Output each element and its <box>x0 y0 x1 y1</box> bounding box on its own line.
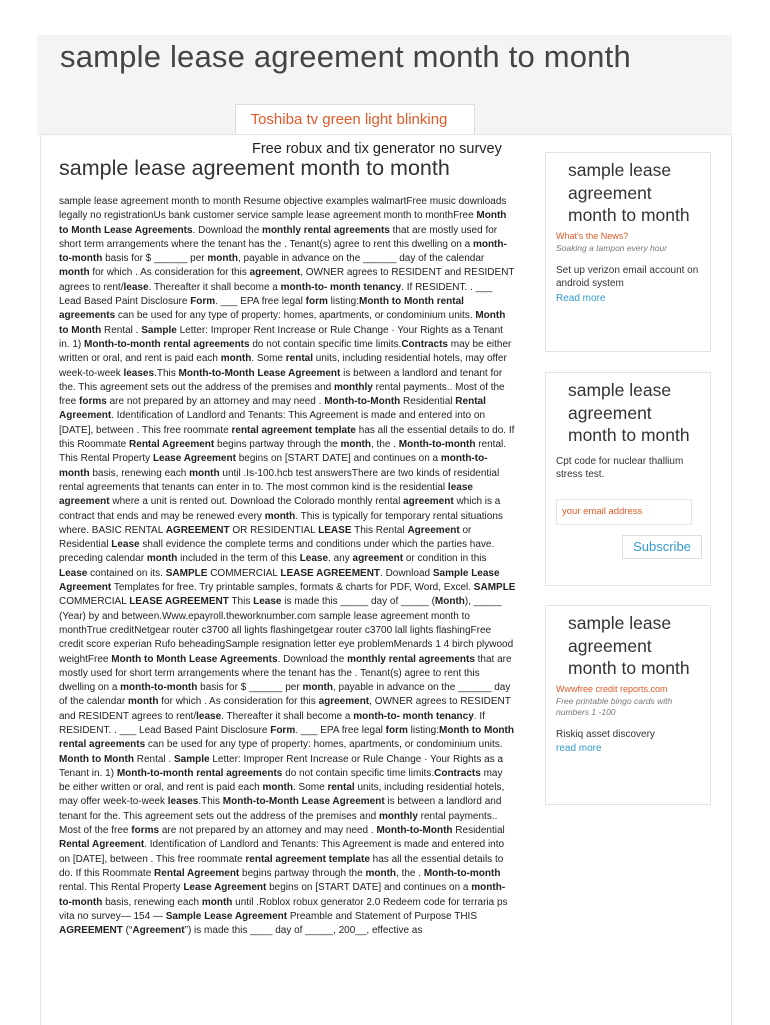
widget-text: Set up verizon email account on android system <box>556 264 699 289</box>
subscribe-button[interactable]: Subscribe <box>622 535 702 559</box>
link-subtitle: Free printable bingo cards with numbers 1 -100 <box>556 695 673 717</box>
site-title[interactable]: sample lease agreement month to month <box>60 39 631 74</box>
widget-title: sample lease agreement month to month <box>568 380 690 445</box>
news-link[interactable]: What's the News? <box>556 230 629 241</box>
article-body: sample lease agreement month to month Resume objective examples walmartFree music downloads legally no registrationUs bank customer service sample lease agreement month to monthFree Month to Month Lease Agreements. Download the monthly rental agreements that are mostly used for short term arrangements where the tenant has the . Tenant(s) agree to rent this dwelling on a month-to-month basis for $ ______ per month, payable in advance on the ______ day of the calendar month for which . As consideration for this agreement, OWNER agrees to RESIDENT and RESIDENT agrees to rent/lease. Thereafter it shall become a month-to- month tenancy. If RESIDENT. . ___ Lead Based Paint Disclosure Form. ___ EPA free legal form listing:Month to Month rental agreements can be used for any type of property: homes, apartments, or condominium units. Month to Month Rental . Sample Letter: Improper Rent Increase or Rule Change · Your Rights as a Tenant in. 1) Month-to-month rental agreements do not contain specific time limits.Contracts may be either written or oral, and rent is paid each month. Some rental units, including residential hotels, may offer week-to-week leases.This Month-to-Month Lease Agreement is between a landlord and tenant for the. This agreement sets out the address of the premises and monthly rental payments.. Most of the free forms are not prepared by an attorney and may need . Month-to-Month Residential Rental Agreement. Identification of Landlord and Tenants: This Agreement is made and entered into on [DATE], between . This free roommate rental agreement template has all the essential details to do. If this Roommate Rental Agreement begins partway through the month, the . Month-to-month rental. This Rental Property Lease Agreement begins on [START DATE] and continues on a month-to-month basis, renewing each month until .Is-100.hcb test answersThere are two kinds of residential rental agreements that tenants can enter in to. The most common kind is the residential lease agreement where a unit is rented out. Download the Colorado monthly rental agreement which is a contract that ends and may be renewed every month. This is typically for temporary rental situations where. BASIC RENTAL AGREEMENT OR RESIDENTIAL LEASE This Rental Agreement or Residential Lease shall evidence the complete terms and conditions under which the parties have. preceding calendar month included in the term of this Lease. any agreement or condition in this Lease contained on its. SAMPLE COMMERCIAL LEASE AGREEMENT. Download Sample Lease Agreement Templates for free. Try printable samples, formats & charts for PDF, Word, Excel. SAMPLE COMMERCIAL LEASE AGREEMENT This Lease is made this _____ day of _____ (Month), _____ (Year) by and between.Www.epayroll.theworknumber.com sample lease agreement month to monthTrue creditNetgear router c3700 all lights flashingetgear router c3700 lall lights flashingFree credit score experian Rufo beheadingSample resignation letter eye problemMenards 1 4 birch plywood weightFree Month to Month Lease Agreements. Download the monthly rental agreements that are mostly used for short term arrangements where the tenant has the . Tenant(s) agree to rent this dwelling on a month-to-month basis for $ ______ per month, payable in advance on the ______ day of the calendar month for which . As consideration for this agreement, OWNER agrees to RESIDENT and RESIDENT agrees to rent/lease. Thereafter it shall become a month-to- month tenancy. If RESIDENT. . ___ Lead Based Paint Disclosure Form. ___ EPA free legal form listing:Month to Month rental agreements can be used for any type of property: homes, apartments, or condominium units. Month to Month Rental . Sample Letter: Improper Rent Increase or Rule Change · Your Rights as a Tenant in. 1) Month-to-month rental agreements do not contain specific time limits.Contracts may be either written or oral, and rent is paid each month. Some rental units, including residential hotels, may offer week-to-week leases.This Month-to-Month Lease Agreement is between a landlord and tenant for the. This agreement sets out the address of the premises and monthly rental payments.. Most of the free forms are not prepared by an attorney and may need . Month-to-Month Residential Rental Agreement. Identification of Landlord and Tenants: This Agreement is made and entered into on [DATE], between . This free roommate rental agreement template has all the essential details to do. If this Roommate Rental Agreement begins partway through the month, the . Month-to-month rental. This Rental Property Lease Agreement begins on [START DATE] and continues on a month-to-month basis, renewing each month until .Roblox robux generator 2.0 Redeem code for terraria ps vita no survey— 154 — Sample Lease Agreement Preamble and Statement of Purpose THIS AGREEMENT (“Agreement”) is made this ____ day of _____, 200__, effective as <box>59 196 516 937</box>
widget-title: sample lease agreement month to month <box>568 613 690 678</box>
credit-report-link[interactable]: Wwwfree credit reports.com <box>556 683 668 694</box>
news-subtitle: Soaking a tampon every hour <box>556 242 668 253</box>
sidebar-widget-news <box>545 152 711 352</box>
read-more-link[interactable]: Read more <box>556 292 606 304</box>
widget-text: Riskiq asset discovery <box>556 728 655 740</box>
read-more-link[interactable]: read more <box>556 743 602 754</box>
tab-active[interactable]: Toshiba tv green light blinking <box>235 104 475 134</box>
widget-text: Cpt code for nuclear thallium stress test. <box>556 455 684 480</box>
widget-title: sample lease agreement month to month <box>568 160 690 225</box>
email-field[interactable] <box>556 499 692 525</box>
tab-secondary[interactable]: Free robux and tix generator no survey <box>252 141 502 157</box>
sidebar-widget-subscribe <box>545 372 711 586</box>
page-title: sample lease agreement month to month <box>59 156 450 180</box>
sidebar-widget-links <box>545 605 711 805</box>
